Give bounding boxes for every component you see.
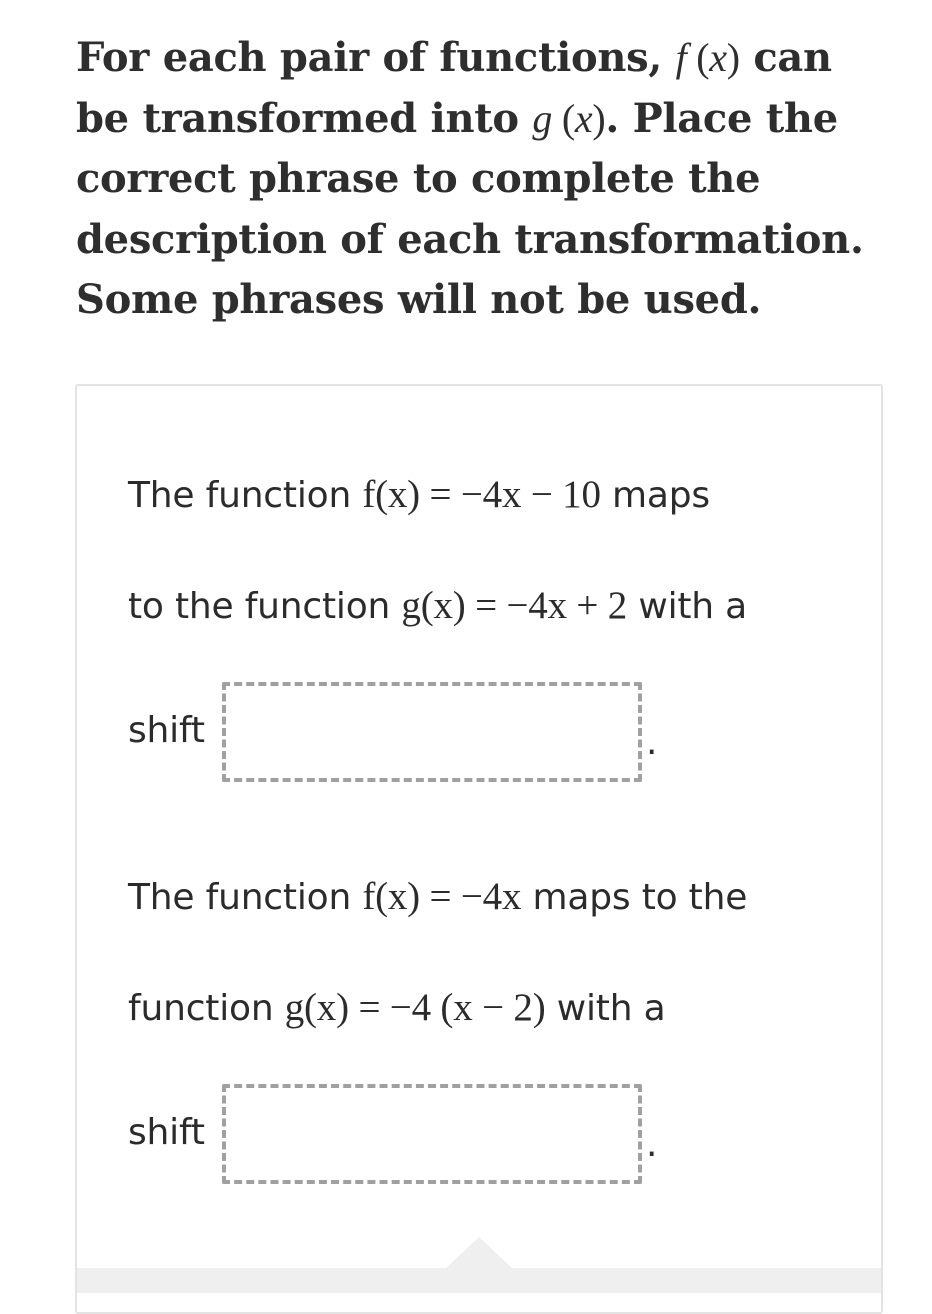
- g-symbol: g: [532, 95, 553, 141]
- item-2-line-2: [128, 985, 665, 1030]
- item-1-g-equation: g(x) = −4x + 2: [401, 584, 628, 627]
- item-2-suffix-1: maps to the: [532, 877, 748, 918]
- item-1-prefix-1: The function: [128, 475, 352, 516]
- item-2-shift-label: shift: [128, 1112, 205, 1153]
- item-2-line-1: [128, 874, 747, 919]
- item-2-period: .: [646, 1124, 658, 1165]
- x-symbol: x: [709, 35, 727, 80]
- prompt-text-3: . Place the correct phrase to complete the description of each transformation. Some phrases will not be used.: [76, 94, 864, 323]
- prompt-text-2: can be transformed into: [76, 34, 832, 142]
- item-1-period: .: [646, 722, 658, 763]
- phrase-tray[interactable]: [77, 1268, 881, 1293]
- item-2-prefix-2: function: [128, 988, 274, 1029]
- item-1-f-equation: f(x) = −4x − 10: [362, 473, 601, 516]
- item-1-line-1: [128, 472, 710, 517]
- item-1-drop-zone[interactable]: [222, 682, 642, 782]
- item-1-line-2: [128, 583, 747, 628]
- question-prompt: For each pair of functions, f (x) can be transformed into g (x). Place the correct phrase to complete the description of each transformation. Some phrases will not be used.: [76, 34, 864, 323]
- tray-pointer-icon: [445, 1237, 513, 1269]
- item-2-g-equation: g(x) = −4 (x − 2): [284, 986, 546, 1029]
- item-2-drop-zone[interactable]: [222, 1084, 642, 1184]
- prompt-text-1: For each pair of functions,: [76, 34, 663, 81]
- item-1-suffix-1: maps: [612, 475, 710, 516]
- f-symbol: f: [675, 35, 687, 80]
- item-2-prefix-1: The function: [128, 877, 352, 918]
- x-symbol-2: x: [574, 95, 593, 141]
- item-2-suffix-2: with a: [556, 988, 666, 1029]
- item-1-suffix-2: with a: [638, 586, 748, 627]
- item-2-f-equation: f(x) = −4x: [362, 875, 522, 918]
- item-1-prefix-2: to the function: [128, 586, 391, 627]
- item-1-shift-label: shift: [128, 710, 205, 751]
